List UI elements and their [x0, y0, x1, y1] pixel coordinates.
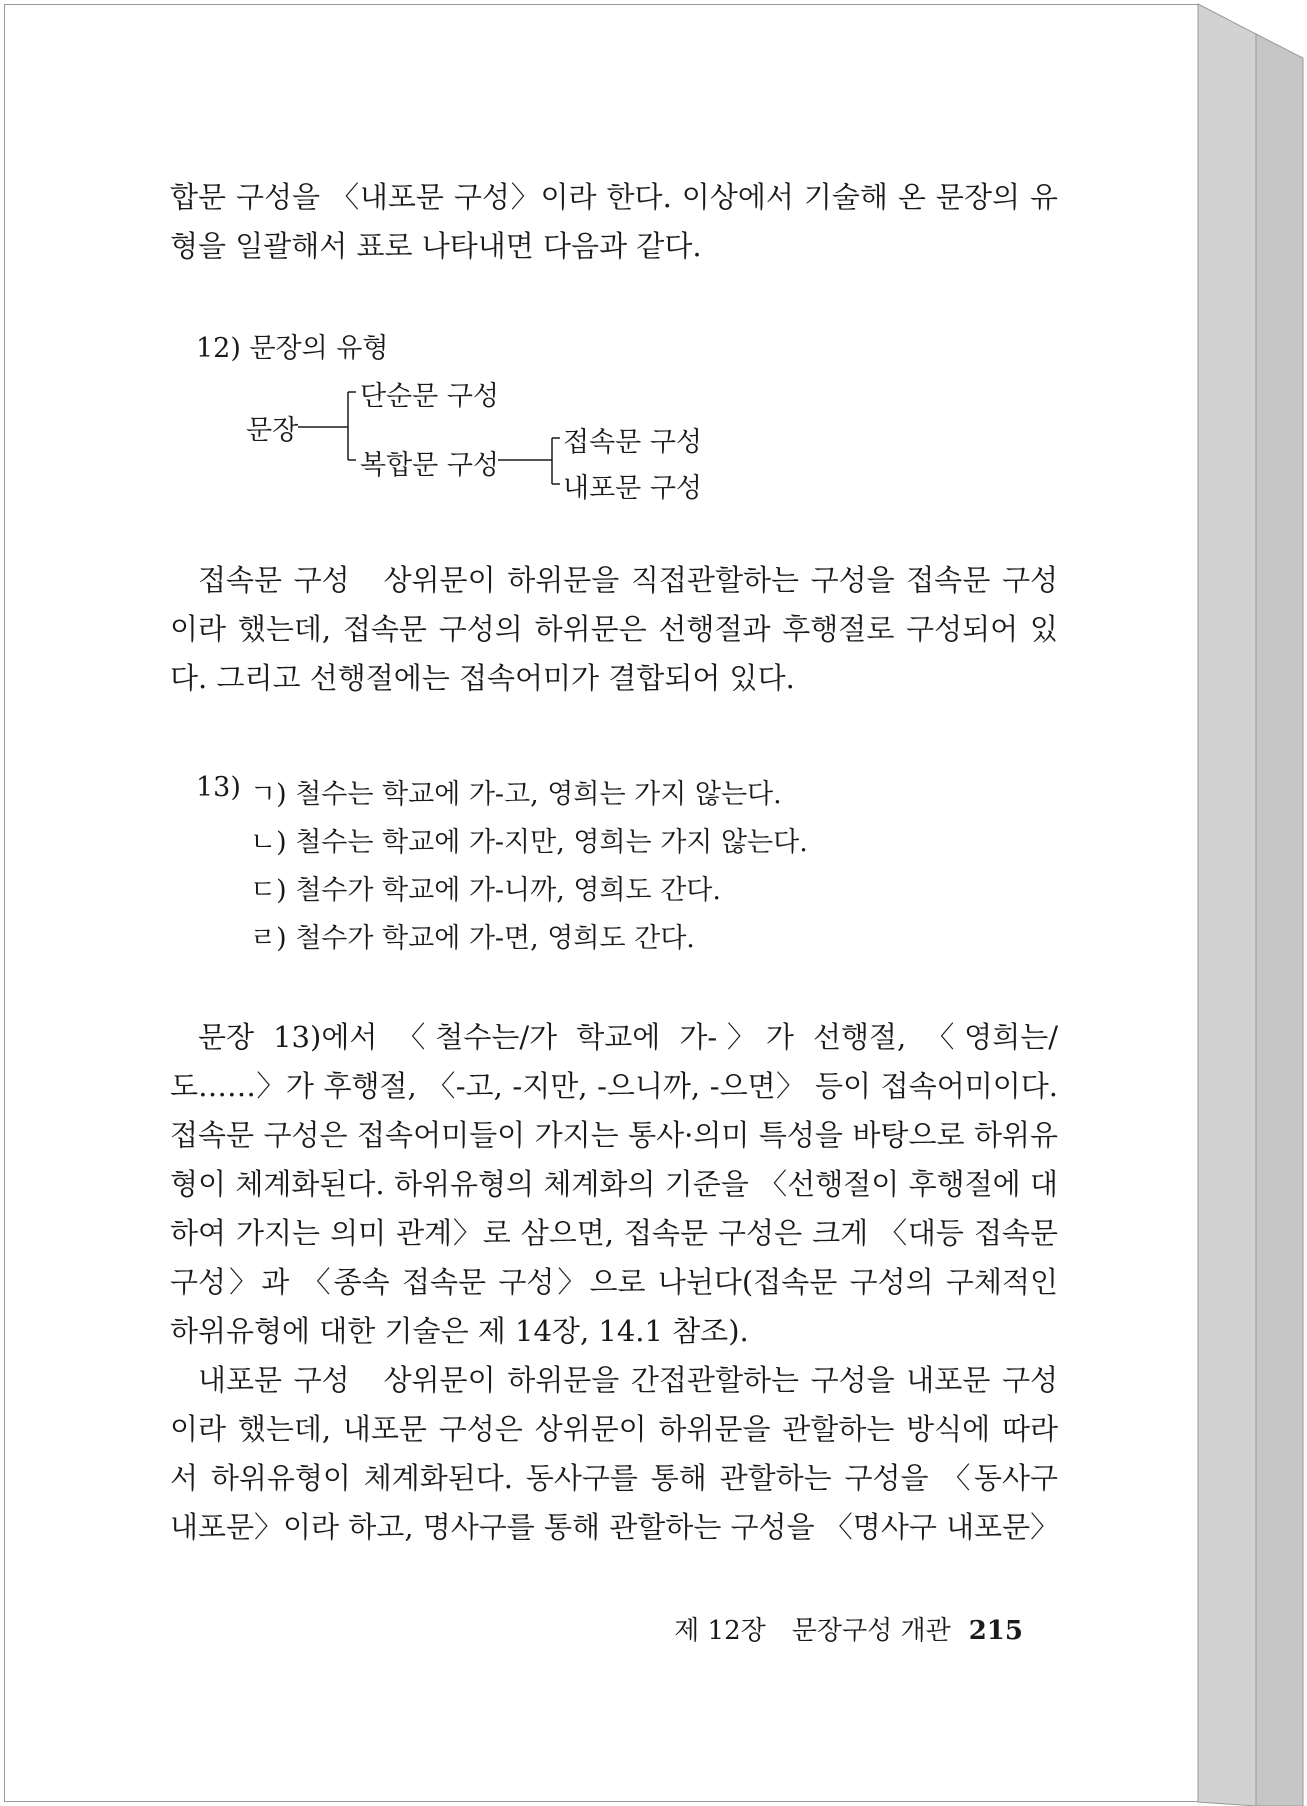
example-13-line: ㄷ) 철수가 학교에 가-니까, 영희도 간다.: [250, 875, 721, 906]
example-13-number: 13): [196, 772, 241, 803]
tree-root-sentence: 문장: [246, 415, 299, 446]
running-chapter-title: 제 12장 문장구성 개관: [674, 1616, 951, 1646]
tree-node-simple: 단순문 구성: [360, 381, 499, 412]
example-13-line: ㄱ) 철수는 학교에 가-고, 영희는 가지 않는다.: [250, 779, 782, 810]
page-number: 215: [968, 1616, 1023, 1646]
page-footer: [674, 1610, 1023, 1647]
sentence-13-paragraph: 문장 13)에서 〈철수는/가 학교에 가-〉가 선행절, 〈영희는/도……〉가 후행절, 〈-고, -지만, -으니까, -으면〉 등이 접속어미이다. 접속문 구성은 접속어미들이 가지는 통사·의미 특성을 바탕으로 하위유형이 체계화된다. 하위유형의 체계화의 기준을 〈선행절이 후행절에 대하여 가지는 의미 관계〉로 삼으면, 접속문 구성은 크게 〈대등 접속문 구성〉과 〈종속 접속문 구성〉으로 나뉜다(접속문 구성의 구체적인 하위유형에 대한 기술은 제 14장, 14.1 참조).: [170, 1020, 1058, 1348]
embedded-paragraph: 내포문 구성 상위문이 하위문을 간접관할하는 구성을 내포문 구성이라 했는데, 내포문 구성은 상위문이 하위문을 관할하는 방식에 따라서 하위유형이 체계화된다. 동사구를 통해 관할하는 구성을 〈동사구 내포문〉이라 하고, 명사구를 통해 관할하는 구성을 〈명사구 내포문〉: [170, 1363, 1060, 1544]
example-13-line: ㄹ) 철수가 학교에 가-면, 영희도 간다.: [250, 923, 695, 954]
tree-node-embedded: 내포문 구성: [563, 473, 702, 504]
example-13-line: ㄴ) 철수는 학교에 가-지만, 영희는 가지 않는다.: [250, 827, 808, 858]
example-12-title: 12) 문장의 유형: [196, 333, 389, 364]
intro-paragraph: 합문 구성을 〈내포문 구성〉이라 한다. 이상에서 기술해 온 문장의 유형을 일괄해서 표로 나타내면 다음과 같다.: [170, 180, 1058, 263]
conjoined-paragraph: 접속문 구성 상위문이 하위문을 직접관할하는 구성을 접속문 구성이라 했는데, 접속문 구성의 하위문은 선행절과 후행절로 구성되어 있다. 그리고 선행절에는 접속어미가 결합되어 있다.: [170, 563, 1058, 695]
tree-node-complex: 복합문 구성: [360, 450, 499, 481]
tree-node-conjoined: 접속문 구성: [563, 427, 702, 458]
